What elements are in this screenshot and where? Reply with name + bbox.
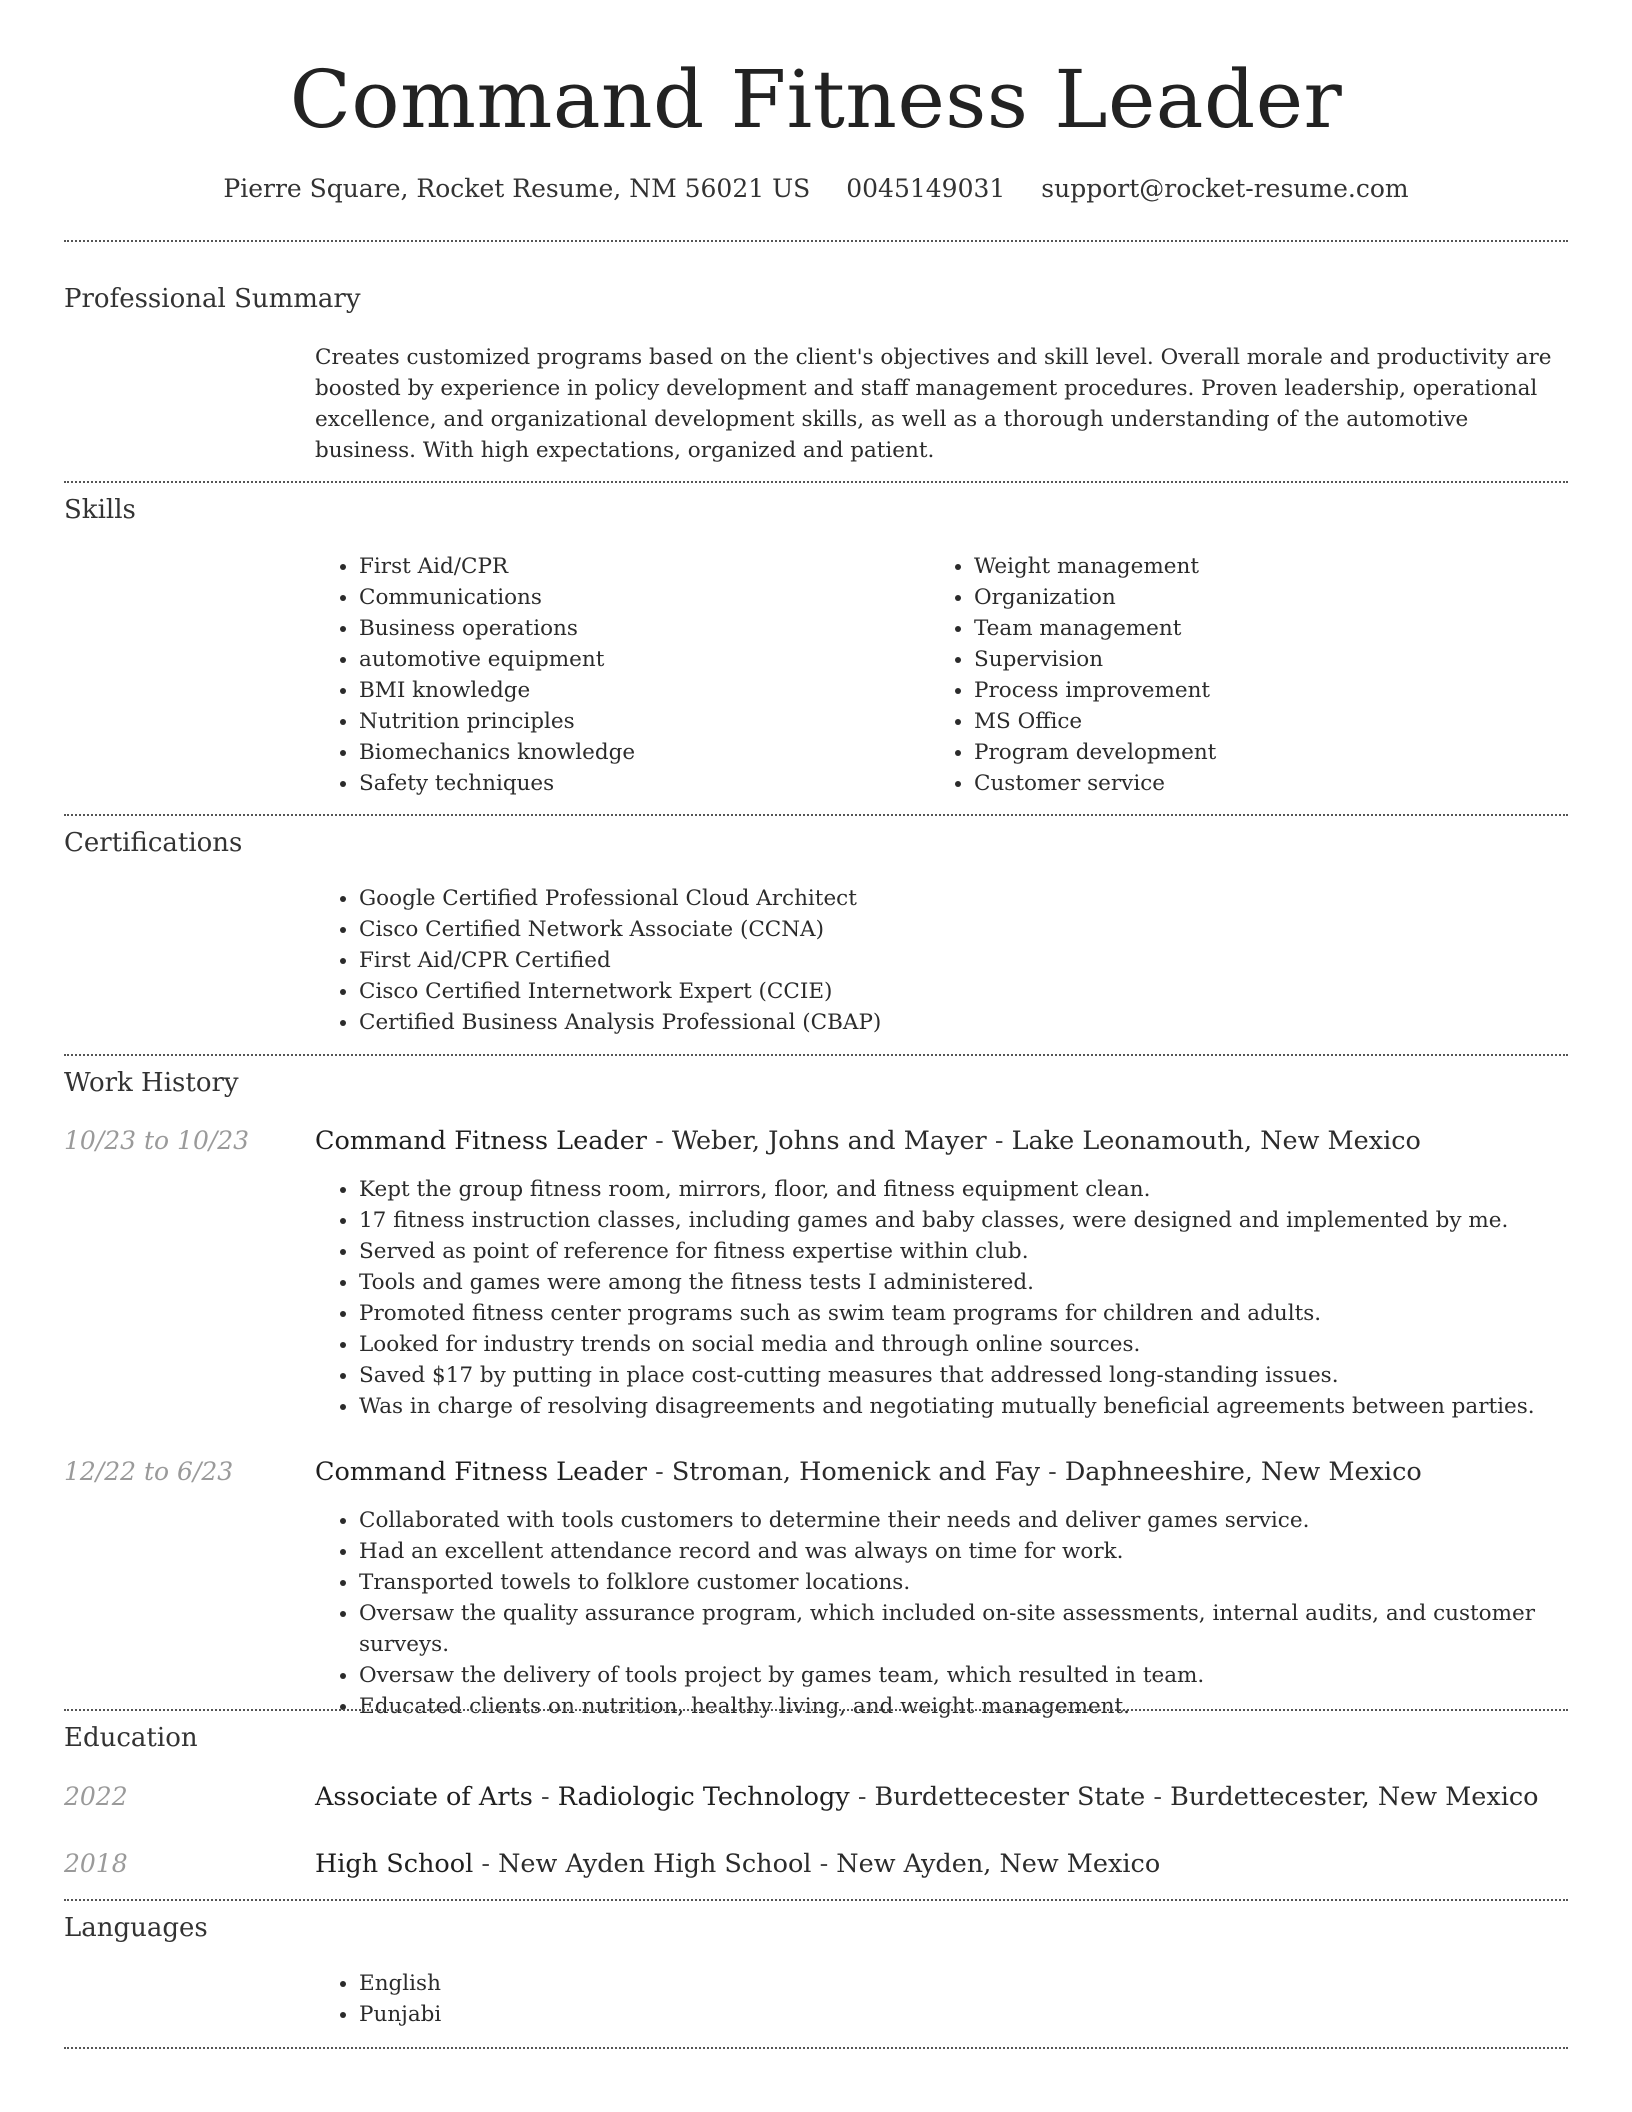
job-bullet: • Served as point of reference for fitness expertise within club. [359,1236,1619,1267]
divider-header [64,240,1568,242]
education-degree: High School [315,1849,474,1879]
job-bullet: • Had an excellent attendance record and was always on time for work. [359,1536,1619,1567]
section-title-summary: Professional Summary [64,284,361,314]
job-role: Command Fitness Leader [315,1457,647,1487]
job-bullet: • Transported towels to folklore customer locations. [359,1567,1619,1598]
job-location: Daphneeshire, New Mexico [1064,1457,1422,1487]
job-dates: 12/22 to 6/23 [64,1457,234,1486]
separator: - [1145,1782,1171,1812]
skill-item: • Supervision [974,644,1574,675]
language-item: • English [359,1968,959,1999]
skill-item: • Team management [974,613,1574,644]
certification-item: • Cisco Certified Internetwork Expert (CCIE) [359,976,1559,1007]
certification-item: • Google Certified Professional Cloud Architect [359,883,1559,914]
separator: - [986,1126,1012,1156]
education-degree: Associate of Arts [315,1782,533,1812]
section-title-certifications: Certifications [64,828,243,858]
skills-list-left [315,551,919,799]
resume-name: Command Fitness Leader [289,53,1343,146]
separator: - [532,1782,558,1812]
skill-item: • Weight management [974,551,1574,582]
divider-certifications [64,1054,1568,1056]
section-title-education: Education [64,1723,198,1753]
skill-item: • Nutrition principles [359,706,919,737]
job-heading [315,1455,1575,1489]
contact-line [0,172,1632,206]
separator: - [849,1782,875,1812]
divider-work-history [64,1709,1568,1711]
contact-address: Pierre Square, Rocket Resume, NM 56021 US [223,174,811,203]
education-heading [315,1847,1575,1881]
languages-list [315,1968,959,2030]
job-bullet: • Saved $17 by putting in place cost-cutting measures that addressed long-standing issues. [359,1360,1619,1391]
skill-item: • First Aid/CPR [359,551,919,582]
divider-languages [64,2047,1568,2049]
education-school: New Ayden High School [498,1849,812,1879]
certifications-list [315,883,1559,1038]
job-company: Weber, Johns and Mayer [671,1126,987,1156]
skill-item: • Organization [974,582,1574,613]
skill-item: • Business operations [359,613,919,644]
separator: - [647,1457,672,1487]
education-location: New Ayden, New Mexico [836,1849,1161,1879]
job-bullet: • Collaborated with tools customers to determine their needs and deliver games service. [359,1505,1619,1536]
job-heading [315,1124,1575,1158]
section-title-languages: Languages [64,1913,208,1943]
job-bullets [315,1174,1619,1422]
skill-item: • Communications [359,582,919,613]
job-role: Command Fitness Leader [315,1126,647,1156]
job-company: Stroman, Homenick and Fay [671,1457,1041,1487]
job-bullet: • Promoted fitness center programs such as swim team programs for children and adults. [359,1298,1619,1329]
job-bullet: • Educated clients on nutrition, healthy living, and weight management. [359,1691,1619,1722]
job-bullet: • Was in charge of resolving disagreements and negotiating mutually beneficial agreements between parties. [359,1391,1619,1422]
education-school: Burdettecester State [874,1782,1146,1812]
separator: - [811,1849,837,1879]
job-bullets [315,1505,1619,1722]
skill-item: • MS Office [974,706,1574,737]
skill-item: • Safety techniques [359,768,919,799]
divider-skills [64,814,1568,816]
education-year: 2018 [64,1849,128,1878]
skill-item: • Biomechanics knowledge [359,737,919,768]
job-bullet: • Oversaw the quality assurance program, which included on-site assessments, internal audits, and customer surveys. [359,1598,1619,1660]
separator: - [473,1849,499,1879]
job-bullet: • 17 fitness instruction classes, including games and baby classes, were designed and implemented by me. [359,1205,1619,1236]
skill-item: • Customer service [974,768,1574,799]
education-heading [315,1780,1575,1814]
job-bullet: • Kept the group fitness room, mirrors, floor, and fitness equipment clean. [359,1174,1619,1205]
job-bullet: • Oversaw the delivery of tools project by games team, which resulted in team. [359,1660,1619,1691]
contact-email: support@rocket-resume.com [1041,174,1409,203]
education-location: Burdettecester, New Mexico [1170,1782,1539,1812]
education-field: Radiologic Technology [557,1782,850,1812]
skill-item: • Program development [974,737,1574,768]
language-item: • Punjabi [359,1999,959,2030]
divider-summary [64,481,1568,483]
skill-item: • BMI knowledge [359,675,919,706]
separator: - [1040,1457,1065,1487]
certification-item: • First Aid/CPR Certified [359,945,1559,976]
job-bullet: • Tools and games were among the fitness tests I administered. [359,1267,1619,1298]
skill-item: • automotive equipment [359,644,919,675]
section-title-work-history: Work History [64,1068,239,1098]
education-year: 2022 [64,1782,128,1811]
job-bullet: • Looked for industry trends on social media and through online sources. [359,1329,1619,1360]
certification-item: • Cisco Certified Network Associate (CCNA) [359,914,1559,945]
skill-item: • Process improvement [974,675,1574,706]
skills-list-right [930,551,1574,799]
certification-item: • Certified Business Analysis Professional (CBAP) [359,1007,1559,1038]
separator: - [647,1126,672,1156]
summary-text: Creates customized programs based on the client's objectives and skill level. Overall morale and productivity are boosted by experience in policy development and staff management procedures. Proven leadership, operational excellence, and organizational development skills, as well as a thorough understanding of the automotive business. With high expectations, organized and patient. [315,345,1552,463]
section-title-skills: Skills [64,495,136,525]
contact-phone: 0045149031 [846,174,1006,203]
divider-education [64,1899,1568,1901]
job-location: Lake Leonamouth, New Mexico [1011,1126,1421,1156]
job-dates: 10/23 to 10/23 [64,1126,250,1155]
